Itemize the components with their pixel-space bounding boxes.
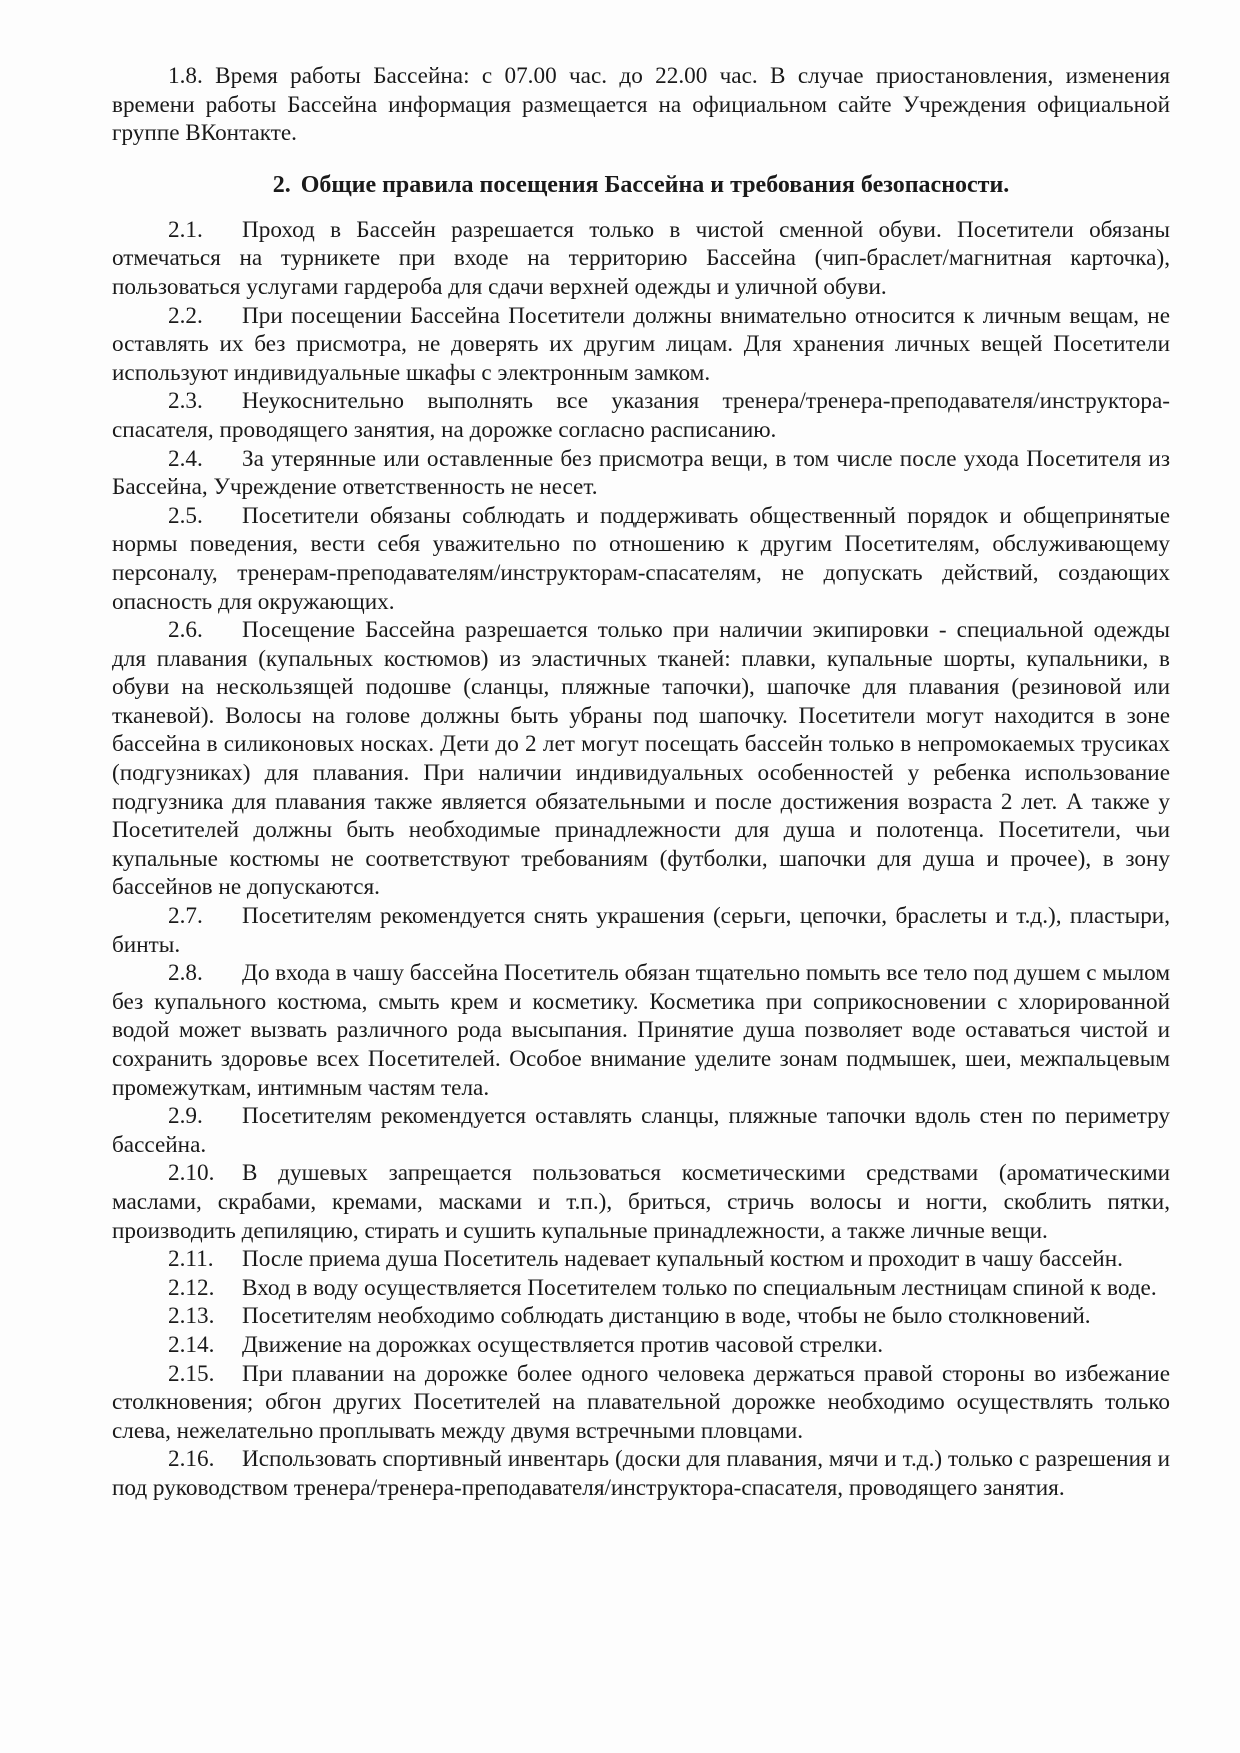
rule-text: Неукоснительно выполнять все указания тренера/тренера-преподавателя/инструктора-спасателя, проводящего занятия, на дорожке согласно расписанию. [112, 388, 1170, 443]
rule-item [112, 387, 1170, 444]
rule-text: Посетителям рекомендуется оставлять сланцы, пляжные тапочки вдоль стен по периметру бассейна. [112, 1103, 1170, 1158]
rule-text: В душевых запрещается пользоваться косметическими средствами (ароматическими маслами, скрабами, кремами, масками и т.п.), бриться, стричь волосы и ногти, скоблить пятки, производить депиляцию, стирать и сушить купальные принадлежности, а также личные вещи. [112, 1160, 1170, 1244]
rule-number: 2.12. [168, 1274, 215, 1301]
section-number: 2. [272, 171, 291, 198]
rule-number: 2.7. [168, 903, 203, 930]
document-body [112, 62, 1170, 1503]
rule-item [112, 445, 1170, 502]
rule-number: 2.9. [168, 1103, 203, 1130]
rule-item [112, 1159, 1170, 1245]
paragraph-1-8: 1.8. Время работы Бассейна: с 07.00 час. до 22.00 час. В случае приостановления, изменения времени работы Бассейна информация размещается на официальном сайте Учреждения официальной группе ВКонтакте. [112, 63, 1170, 147]
rule-item [112, 1274, 1170, 1303]
rules-list [112, 216, 1170, 1503]
section-heading [112, 170, 1170, 200]
rule-item [112, 1360, 1170, 1446]
rule-number: 2.14. [168, 1331, 215, 1358]
rule-text: Посещение Бассейна разрешается только при наличии экипировки - специальной одежды для плавания (купальных костюмов) из эластичных тканей: плавки, купальные шорты, купальники, в обуви на нескользящей подошве (сланцы, пляжные тапочки), шапочке для плавания (резиновой или тканевой). Волосы на голове должны быть убраны под шапочку. Посетители могут находится в зоне бассейна в силиконовых носках. Дети до 2 лет могут посещать бассейн только в непромокаемых трусиках (подгузниках) для плавания. При наличии индивидуальных особенностей у ребенка использование подгузника для плавания также является обязательными и после достижения возраста 2 лет. А также у Посетителей должны быть необходимые принадлежности для душа и полотенца. Посетители, чьи купальные костюмы не соответствуют требованиям (футболки, шапочки для душа и прочее), в зону бассейнов не допускаются. [112, 617, 1170, 901]
rule-item [112, 1302, 1170, 1331]
rule-item [112, 1445, 1170, 1502]
rule-text: Вход в воду осуществляется Посетителем только по специальным лестницам спиной к воде. [242, 1274, 1157, 1301]
rule-number: 2.2. [168, 302, 203, 329]
rule-item [112, 1331, 1170, 1360]
rule-number: 2.3. [168, 388, 203, 415]
rule-number: 2.6. [168, 617, 203, 644]
rule-number: 2.16. [168, 1446, 215, 1473]
rule-text: При плавании на дорожке более одного человека держаться правой стороны во избежание столкновения; обгон других Посетителей на плавательной дорожке необходимо осуществлять только слева, нежелательно проплывать между двумя встречными пловцами. [112, 1360, 1170, 1444]
rule-text: После приема душа Посетитель надевает купальный костюм и проходит в чашу бассейн. [242, 1246, 1123, 1273]
rule-number: 2.11. [168, 1246, 214, 1273]
rule-number: 2.4. [168, 445, 203, 472]
rule-number: 2.15. [168, 1360, 215, 1387]
rule-number: 2.8. [168, 960, 203, 987]
rule-item [112, 216, 1170, 302]
rule-number: 2.1. [168, 216, 203, 243]
rule-text: До входа в чашу бассейна Посетитель обязан тщательно помыть все тело под душем с мылом без купального костюма, смыть крем и косметику. Косметика при соприкосновении с хлорированной водой может вызвать различного рода высыпания. Принятие душа позволяет воде оставаться чистой и сохранить здоровье всех Посетителей. Особое внимание уделите зонам подмышек, шеи, межпальцевым промежуткам, интимным частям тела. [112, 960, 1170, 1101]
rule-item [112, 1245, 1170, 1274]
rule-number: 2.10. [168, 1160, 215, 1187]
rule-number: 2.13. [168, 1303, 215, 1330]
rule-item [112, 302, 1170, 388]
rule-item [112, 902, 1170, 959]
rule-item [112, 1102, 1170, 1159]
rule-text: За утерянные или оставленные без присмотра вещи, в том числе после ухода Посетителя из Бассейна, Учреждение ответственность не несет. [112, 445, 1170, 501]
rule-text: Проход в Бассейн разрешается только в чистой сменной обуви. Посетители обязаны отмечаться на турникете при входе на территорию Бассейна (чип-браслет/магнитная карточка), пользоваться услугами гардероба для сдачи верхней одежды и уличной обуви. [112, 216, 1170, 300]
rule-item [112, 959, 1170, 1102]
rule-text: Посетителям рекомендуется снять украшения (серьги, цепочки, браслеты и т.д.), пластыри, бинты. [112, 903, 1170, 958]
rule-item [112, 502, 1170, 616]
rule-text: Посетителям необходимо соблюдать дистанцию в воде, чтобы не было столкновений. [242, 1303, 1091, 1330]
rule-text: Посетители обязаны соблюдать и поддерживать общественный порядок и общепринятые нормы поведения, вести себя уважительно по отношению к другим Посетителям, обслуживающему персоналу, тренерам-преподавателям/инструкторам-спасателям, не допускать действий, создающих опасность для окружающих. [112, 502, 1170, 615]
rule-number: 2.5. [168, 502, 203, 529]
rule-text: Движение на дорожках осуществляется против часовой стрелки. [242, 1331, 884, 1358]
rule-item [112, 616, 1170, 902]
rule-text: При посещении Бассейна Посетители должны внимательно относится к личным вещам, не оставлять их без присмотра, не доверять их другим лицам. Для хранения личных вещей Посетители используют индивидуальные шкафы с электронным замком. [112, 302, 1170, 386]
section-title: Общие правила посещения Бассейна и требования безопасности. [300, 171, 1010, 198]
rule-text: Использовать спортивный инвентарь (доски для плавания, мячи и т.д.) только с разрешения и под руководством тренера/тренера-преподавателя/инструктора-спасателя, проводящего занятия. [112, 1446, 1170, 1501]
